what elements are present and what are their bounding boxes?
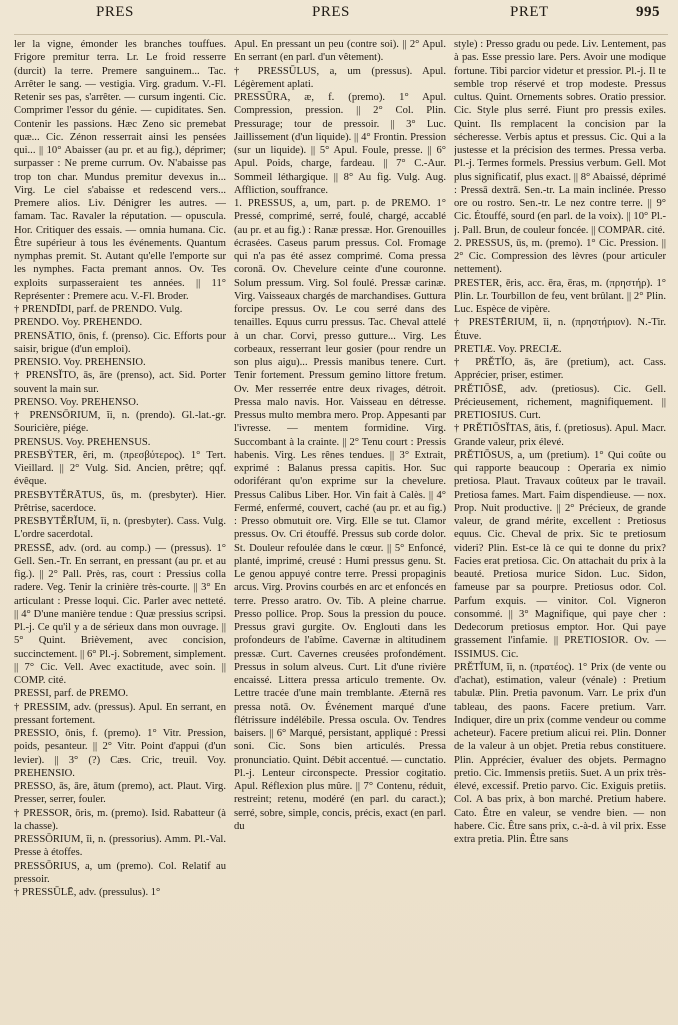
- dictionary-entry: PRESBŸTER, ĕri, m. (πρεσβύτερος). 1° Tert. Vieillard. || 2° Vulg. Sid. Ancien, prêtre; qqf. évêque.: [14, 449, 226, 488]
- dictionary-entry: † PRĔTIŌSĬTAS, ātis, f. (pretiosus). Apul. Macr. Grande valeur, prix élevé.: [454, 423, 666, 448]
- dictionary-entry: PRĔTIŌSUS, a, um (pretium). 1° Qui coûte ou qui rapporte beaucoup : Operaria ex nimio pretiosa. Plaut. Travaux coûteux par le travail. Pretiosa fames. Mart. Faim dispendieuse. — nox. Prop. Nuit productive. || 2° Précieux, de grande valeur, de grand mérite, excellent : Pretiosus equus. Cic. Cheval de prix. Sic te pretiosum videri? Plin. Est-ce là ce qui te donne du prix? Facies erat pretiosa. Cic. On attachait du prix à la beauté. Pretiosa murice Sidon. Luc. Sidon, fameuse par sa pourpre. Pretiosus odor. Col. Parfum exquis. — vinitor. Col. Vigneron consommé. || 3° Magnifique, qui paye cher : Dedecorum pretiosus emptor. Hor. Qui paye grassement l'infamie. || PRETIOSIOR. Ov. — ISSIMUS. Cic.: [454, 449, 666, 660]
- dictionary-entry: PRESSŌRIUM, ĭi, n. (pressorius). Amm. Pl.-Val. Presse à étoffes.: [14, 834, 226, 859]
- dictionary-entry: † PRESSOR, ōris, m. (premo). Isid. Rabatteur (à la chasse).: [14, 807, 226, 832]
- header-center-word: PRES: [312, 4, 350, 20]
- dictionary-entry: † PRESSŪLUS, a, um (pressus). Apul. Légèrement aplati.: [234, 65, 446, 90]
- dictionary-entry: PRESSŪRA, æ, f. (premo). 1° Apul. Compression, pression. || 2° Col. Plin. Pressurage; tour de pressoir. || 3° Luc. Jaillissement (d'un liquide). || 4° Frontin. Pression (sur un liquide). || 5° Apul. Foule, presse. || 6° Apul. Poids, charge, fardeau. || 7° C.-Aur. Sommeil léthargique. || 8° Au fig. Vulg. Aug. Affliction, souffrance.: [234, 92, 446, 196]
- header-rule: [14, 34, 668, 35]
- dictionary-entry: PRESSO, ās, āre, ātum (premo), act. Plaut. Virg. Presser, serrer, fouler.: [14, 781, 226, 806]
- dictionary-entry: PRESBYTĔRĬUM, ĭi, n. (presbyter). Cass. Vulg. L'ordre sacerdotal.: [14, 516, 226, 541]
- dictionary-entry: † PRENSĬTO, ās, āre (prenso), act. Sid. Porter souvent la main sur.: [14, 370, 226, 395]
- column-middle: [234, 38, 446, 1020]
- dictionary-entry: PRESSŌRIUS, a, um (premo). Col. Relatif au pressoir.: [14, 860, 226, 885]
- dictionary-entry: † PRENSŌRIUM, ĭi, n. (prendo). Gl.-lat.-gr. Souricière, piége.: [14, 410, 226, 435]
- dictionary-entry: PRENDO. Voy. PREHENDO.: [14, 317, 143, 329]
- dictionary-entry: style) : Presso gradu ou pede. Liv. Lentement, pas à pas. Esse pressio lare. Pers. Avoir une modique fortune. Tibi parcior videtur et pressior. Pl.-j. Il te semble trop réservé et trop modeste. Pressus cultus. Quint. Ornements sobres. Oratio pressior. Cic. Style plus serré. Fiunt pro pressis exiles. Quint. Ils remplacent la concision par la sécheresse. Verbis aptus et pressus. Cic. Qui a la justesse et la précision des termes. Pressa verba. Pl.-j. Termes formels. Pressius verbum. Gell. Mot plus significatif, plus exact. || 8° Abaissé, déprimé : Pressā dextrā. Sen.-tr. La main inclinée. Presso ore ou rostro. Sen.-tr. Le nez contre terre. || 9° Cic. Étouffé, sourd (en parl. de la voix). || 10° Pl.-j. Pall. Brun, de couleur foncée. || COMPAR. cité.: [454, 39, 666, 236]
- dictionary-entry: PRENSIO. Voy. PREHENSIO.: [14, 357, 146, 368]
- running-header: [0, 4, 678, 32]
- dictionary-entry: PRETIÆ. Voy. PRECIÆ.: [454, 343, 562, 355]
- dictionary-entry: PRESSĒ, adv. (ord. au comp.) — (pressus). 1° Gell. Sen.-Tr. En serrant, en pressant (au pr. et au fig.). || 2° Pall. Près, ras, court : Pressius colla radere. Veg. Tenir la crinière très-courte. || 3° En articulant : Presse loqui. Cic. Parler avec netteté. || 4° D'une manière tendue : Quæ pressius scripsi. Pl.-j. Ce qu'il y a de sérieux dans mon ouvrage. || 5° Quint. Brièvement, avec concision, succinctement. || 6° Pl.-j. Sobrement, simplement. || 7° Cic. Vell. Avec exactitude, avec soin. || COMP. cité.: [14, 542, 226, 686]
- dictionary-entry: † PRESTĒRIUM, ĭi, n. (πρηστήριον). N.-Tir. Étuve.: [454, 317, 666, 342]
- dictionary-entry: 1. PRESSUS, a, um, part. p. de PREMO. 1° Pressé, comprimé, serré, foulé, chargé, accablé (au pr. et au fig.) : Ranæ pressæ. Hor. Grenouilles écrasées. Caseus parum pressus. Col. Fromage qui n'a pas été assez comprimé. Coma pressa coronā. Ov. Chevelure ceinte d'une couronne. Solum pressum. Virg. Sol foulé. Pressæ carinæ. Virg. Vaisseaux chargés de marchandises. Guttura forcipe pressus. Ov. Le cou serré dans des tenailles. Equus curru pressus. Tac. Cheval attelé à un char. Corvi, presso gutture... Virg. Les corbeaux, resserrant leur gosier (pour rendre un son plus aigu)... Pressis manibus tenere. Curt. Tenir fortement. Pressum gemino littore fretum. Ov. Mer resserrée entre deux rivages, détroit. Pressa malo navis. Hor. Vaisseau en détresse. Pressus multo membra mero. Prop. Appesanti par l'ivresse. — mentem formidine. Virg. Succombant à la crainte. || 2° Tenu court : Pressis habenis. Virg. Les rênes tendues. || 3° Extrait, exprimé : Balanus pressa capitis. Hor. Suc odoriférant qu'on exprime sur la chevelure. Pressus Calibus Liber. Hor. Vin fait à Calès. || 4° Fermé, enfermé, couvert, caché (au pr. et au fig.) : Presso obmutuit ore. Virg. Elle se tut. Clamor pressus. Ov. Cri étouffé. Pressus sub corde dolor. St. Douleur refoulée dans le cœur. || 5° Enfoncé, planté, imprimé, creusé : Humi pressus genu. St. Le genou appuyé contre terre. Pressi propaginis arcus. Virg. Provins courbés en arc et enfoncés en terre. Presso aratro. Ov. Tib. A pleine charrue. Presso pollice. Prop. Sous la pression du pouce. Pressus gravi gurgite. Ov. Englouti dans les profondeurs de l'abîme. Cavernæ in altitudinem pressæ. Curt. Cavernes creusées profondément. Pressus in solum alveus. Curt. Lit d'une rivière encaissé. Littera pressa articulo tremente. Ov. Lettre tracée d'une main tremblante. Æternā res pressa notā. Ov. Événement marqué d'une flétrissure indélébile. Pressa oscula. Ov. Tendres baisers. || 6° Marqué, persistant, appliqué : Pressi soni. Cic. Sons bien articulés. Pressa pronunciatio. Quint. Débit accentué. — cunctatio. Pl.-j. Lenteur circonspecte. Pressior cogitatio. Apul. Réflexion plus mûre. || 7° Contenu, réduit, restreint; retenu, modéré (en parl. du caract.); serré, sobre, simple, concis, précis, exact (en parl. du: [234, 198, 446, 832]
- dictionary-entry: † PRENDĪDI, parf. de PRENDO. Vulg.: [14, 304, 183, 315]
- header-left-word: PRES: [96, 4, 134, 20]
- dictionary-entry: PRENSO. Voy. PREHENSO.: [14, 396, 139, 408]
- dictionary-entry: PRENSĀTIO, ōnis, f. (prenso). Cic. Efforts pour saisir, brigue (d'un emploi).: [14, 330, 226, 355]
- dictionary-entry: PRENSUS. Voy. PREHENSUS.: [14, 436, 151, 448]
- dictionary-entry: ler la vigne, émonder les branches touffues. Frigore premitur terra. Lr. Le froid resserre (durcit) la terre. Premere sanguinem... Tac. Arrêter le sang. — vestigia. Virg. gradum. V.-Fl. Retenir ses pas, s'arrêter. — cursum ingenti. Cic. Comprimer l'essor du génie. — cupiditates. Sen. Contenir les passions. Hæc Zeno sic premebat quæ... Cic. Zénon resserrait ainsi les pensées qui... || 10° Abaisser (au pr. et au fig.), déprimer; surpasser : Ne preme currum. Ov. N'abaisse pas trop ton char. Mundus premitur devexus in... Virg. Le ciel s'abaisse et redescend vers... Premere alios. Liv. Dénigrer les autres. — famam. Tac. Ravaler la réputation. — opuscula. Hor. Critiquer des essais. — omnia humana. Cic. Être supérieur à tous les événements. Quantum nymphas premit. St. Autant qu'elle l'emporte sur les nymphes. Facta premant annos. Ov. Tes exploits surpasseraient tes années. || 11° Représenter : Premere acu. V.-Fl. Broder.: [14, 39, 226, 302]
- dictionary-entry: PRESTER, ēris, acc. ēra, ēras, m. (πρηστήρ). 1° Plin. Lr. Tourbillon de feu, vent brûlant. || 2° Plin. Luc. Espèce de vipère.: [454, 277, 666, 315]
- text-columns: [14, 38, 668, 1020]
- column-right: [454, 38, 666, 1020]
- dictionary-entry: PRĔTIŌSĒ, adv. (pretiosus). Cic. Gell. Précieusement, richement, magnifiquement. || PRETIOSIUS. Curt.: [454, 383, 666, 421]
- dictionary-entry: PRESSI, parf. de PREMO.: [14, 688, 129, 700]
- dictionary-entry: PRESBYTĔRĀTUS, ūs, m. (presbyter). Hier. Prêtrise, sacerdoce.: [14, 489, 226, 514]
- dictionary-entry: Apul. En pressant un peu (contre soi). || 2° Apul. En serrant (en parl. d'un vêtement).: [234, 39, 446, 64]
- dictionary-entry: † PRĔTĬO, ās, āre (pretium), act. Cass. Apprécier, priser, estimer.: [454, 357, 666, 382]
- dictionary-entry: † PRESSŪLĒ, adv. (pressulus). 1°: [14, 887, 161, 898]
- column-left: [14, 38, 226, 1020]
- page-number: 995: [636, 4, 660, 20]
- dictionary-entry: † PRESSIM, adv. (pressus). Apul. En serrant, en pressant fortement.: [14, 701, 226, 726]
- dictionary-entry: 2. PRESSUS, ūs, m. (premo). 1° Cic. Pression. || 2° Cic. Compression des lèvres (pour articuler nettement).: [454, 237, 666, 276]
- dictionary-entry: PRĔTĬUM, ĭi, n. (πρατέος). 1° Prix (de vente ou d'achat), estimation, valeur (vénale) : Pretium tabulæ. Plin. Pretia pavonum. Varr. Le prix d'un tableau, des paons. Facere pretium. Varr. Indiquer, dire un prix (comme vendeur ou comme acheteur). Facere pretium alicui rei. Plin. Donner de la valeur à un objet. Pretia rebus constituere. Plin. Apprécier, évaluer des objets. Permagno pretio. Cic. Immensis pretiis. Suet. A un prix très-élevé, excessif. Pretio parvo. Cic. Exiguis pretiis. Col. A bas prix, à bon marché. Pretium habere. Cato. Être en valeur, se vendre bien. — non habere. Cic. Être sans prix, c.-à-d. à vil prix. Esse extra pretia. Plin. Être sans: [454, 661, 666, 845]
- dictionary-entry: PRESSIO, ōnis, f. (premo). 1° Vitr. Pression, poids, pesanteur. || 2° Vitr. Point d'appui (d'un levier). || 3° (?) Cæs. Cric, treuil. Voy. PREHENSIO.: [14, 728, 226, 779]
- header-right-word: PRET: [510, 4, 549, 20]
